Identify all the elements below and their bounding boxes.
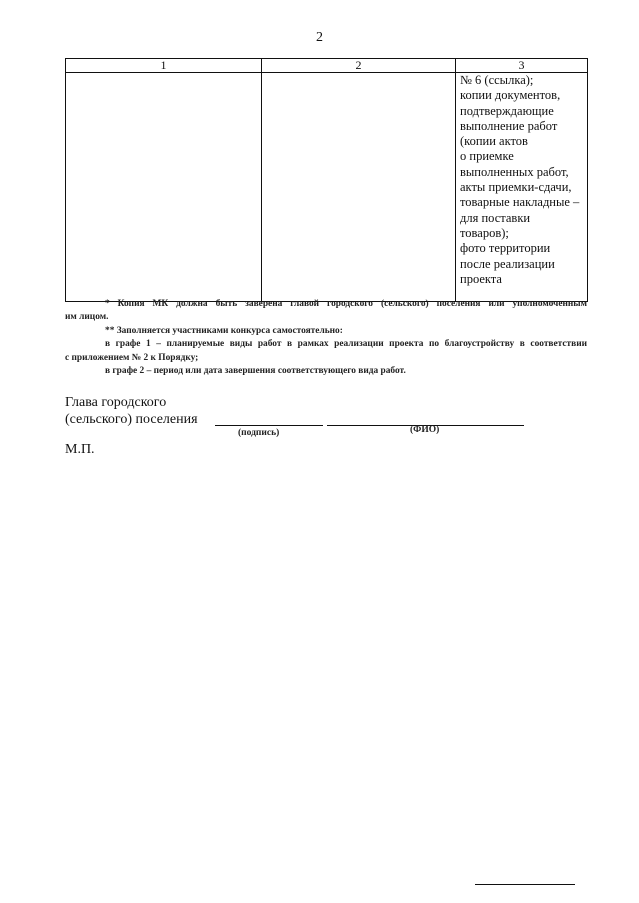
column-header-1: 1 bbox=[66, 59, 262, 73]
column-header-2: 2 bbox=[262, 59, 456, 73]
page-number: 2 bbox=[316, 30, 323, 45]
footnotes bbox=[65, 298, 587, 378]
footnote-1-line-1: * Копия МК должна быть заверена главой городского (сельского) поселения или уполномоченным bbox=[105, 299, 587, 309]
document-line: (копии актов bbox=[460, 134, 528, 149]
full-name-caption: (ФИО) bbox=[410, 425, 440, 435]
signature-line bbox=[215, 411, 323, 426]
signature-title-line-2: (сельского) поселения bbox=[65, 412, 198, 427]
cell-planned-works bbox=[66, 73, 262, 302]
footnote-3-line-2: с приложением № 2 к Порядку; bbox=[65, 352, 199, 363]
document-line: № 6 (ссылка); bbox=[460, 73, 534, 87]
signature-caption: (подпись) bbox=[238, 428, 280, 438]
table-row bbox=[66, 73, 588, 302]
document-line: товаров); bbox=[460, 225, 509, 240]
document-line: выполненных работ, bbox=[460, 164, 569, 179]
document-line: фото территории bbox=[460, 241, 551, 256]
document-line: акты приемки-сдачи, bbox=[460, 180, 572, 195]
works-table bbox=[65, 58, 588, 302]
footnote-4: в графе 2 – период или дата завершения соответствующего вида работ. bbox=[105, 366, 406, 377]
footer-rule bbox=[475, 884, 575, 885]
footnote-2: ** Заполняется участниками конкурса самостоятельно: bbox=[105, 325, 343, 336]
document-line: товарные накладные – bbox=[460, 195, 580, 210]
cell-documents bbox=[456, 73, 588, 302]
signature-title-line-1: Глава городского bbox=[65, 395, 167, 410]
document-line: после реализации bbox=[460, 256, 555, 271]
full-name-line bbox=[327, 411, 524, 426]
footnote-1-line-2: им лицом. bbox=[65, 312, 109, 323]
seal-placeholder: М.П. bbox=[65, 442, 95, 457]
document-line: подтверждающие bbox=[460, 103, 554, 118]
column-header-3: 3 bbox=[456, 59, 588, 73]
document-line: о приемке bbox=[460, 149, 514, 164]
table-header-row bbox=[66, 59, 588, 73]
document-line: копии документов, bbox=[460, 88, 561, 103]
document-line: выполнение работ bbox=[460, 118, 558, 133]
document-line: для поставки bbox=[460, 210, 531, 225]
document-line: проекта bbox=[460, 271, 502, 286]
footnote-3-line-1: в графе 1 – планируемые виды работ в рамках реализации проекта по благоустройству в соответствии bbox=[105, 339, 587, 350]
cell-completion-period bbox=[262, 73, 456, 302]
